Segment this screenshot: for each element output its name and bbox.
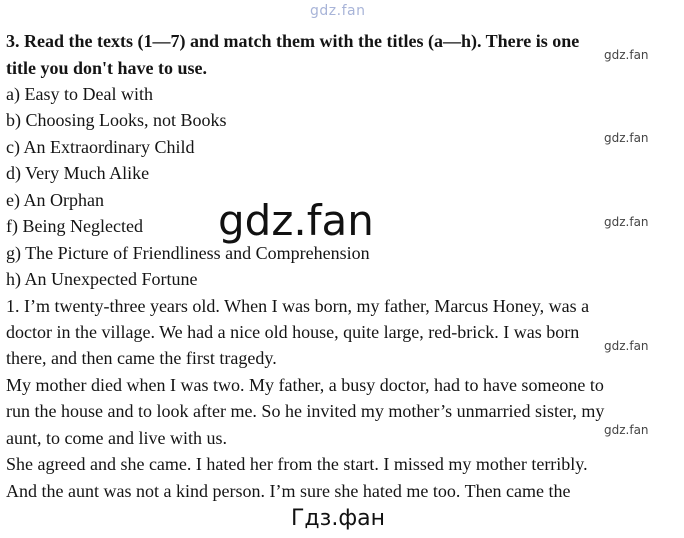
title-option-c: c) An Extraordinary Child — [6, 137, 195, 157]
title-option-d: d) Very Much Alike — [6, 163, 150, 183]
title-option-e: e) An Orphan — [6, 190, 104, 210]
task-instruction-line-1: 3. Read the texts (1—7) and match them with the titles (a—h). There is one — [6, 31, 580, 51]
text-1-line-7: She agreed and she came. I hated her from the start. I missed my mother terribly. — [6, 454, 588, 474]
text-1-line-8: And the aunt was not a kind person. I’m sure she hated me too. Then came the — [6, 481, 571, 501]
title-option-f: f) Being Neglected — [6, 216, 143, 236]
task-instruction-line-2: title you don't have to use. — [6, 58, 208, 78]
text-1-line-4: My mother died when I was two. My father, a busy doctor, had to have someone to — [6, 375, 604, 395]
watermark-top: gdz.fan — [310, 3, 366, 19]
watermark-side-5: gdz.fan — [604, 423, 649, 437]
text-1-line-3: there, and then came the first tragedy. — [6, 348, 277, 368]
watermark-side-3: gdz.fan — [604, 215, 649, 229]
title-option-h: h) An Unexpected Fortune — [6, 269, 198, 289]
text-1-line-2: doctor in the village. We had a nice old house, quite large, red-brick. I was born — [6, 322, 580, 342]
title-option-a: a) Easy to Deal with — [6, 84, 153, 104]
watermark-side-2: gdz.fan — [604, 131, 649, 145]
title-option-b: b) Choosing Looks, not Books — [6, 110, 227, 130]
title-option-g: g) The Picture of Friendliness and Comprehension — [6, 243, 370, 263]
watermark-center: gdz.fan — [218, 196, 374, 245]
text-1-line-6: aunt, to come and live with us. — [6, 428, 227, 448]
text-1-line-5: run the house and to look after me. So he invited my mother’s unmarried sister, my — [6, 401, 605, 421]
watermark-bottom: Гдз.фан — [291, 506, 385, 531]
text-1-line-1: 1. I’m twenty-three years old. When I was born, my father, Marcus Honey, was a — [6, 296, 590, 316]
watermark-side-4: gdz.fan — [604, 339, 649, 353]
watermark-side-1: gdz.fan — [604, 48, 649, 62]
